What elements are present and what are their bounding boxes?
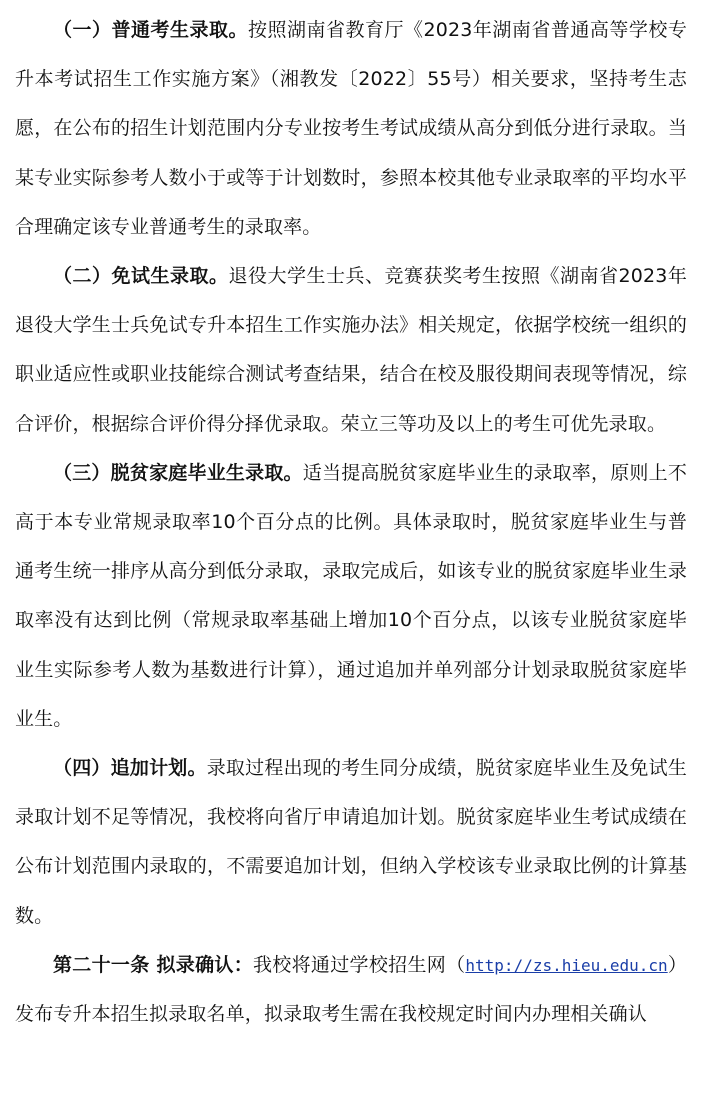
article-lead: 第二十一条 拟录确认： — [53, 953, 253, 976]
article-text-before-link: 我校将通过学校招生网（ — [253, 953, 466, 976]
paragraph-text: 适当提高脱贫家庭毕业生的录取率，原则上不高于本专业常规录取率10个百分点的比例。具体录取时，脱贫家庭毕业生与普通考生统一排序从高分到低分录取，录取完成后，如该专业的脱贫家庭毕业生录取率没有达到比例（常规录取率基础上增加10个百分点，以该专业脱贫家庭毕业生实际参考人数为基数进行计算），通过追加并单列部分计划录取脱贫家庭毕业生。 — [15, 461, 687, 730]
paragraph-regular-admission — [15, 6, 687, 252]
document-page — [15, 6, 687, 1039]
paragraph-lead: （二）免试生录取。 — [53, 265, 229, 288]
paragraph-lead: （四）追加计划。 — [53, 757, 207, 780]
paragraph-text: 按照湖南省教育厅《2023年湖南省普通高等学校专升本考试招生工作实施方案》（湘教发〔2022〕55号）相关要求，坚持考生志愿，在公布的招生计划范围内分专业按考生考试成绩从高分到低分进行录取。当某专业实际参考人数小于或等于计划数时，参照本校其他专业录取率的平均水平合理确定该专业普通考生的录取率。 — [15, 19, 687, 238]
paragraph-additional-plan — [15, 744, 687, 941]
article-21-confirmation — [15, 941, 687, 1039]
paragraph-exempt-admission — [15, 252, 687, 449]
admissions-website-link[interactable]: http://zs.hieu.edu.cn — [465, 955, 668, 975]
article-text-after-link: ）发布专升本招生拟录取名单，拟录取考生需在我校规定时间内办理相关确认 — [15, 953, 687, 1026]
paragraph-poverty-graduate-admission — [15, 449, 687, 744]
paragraph-text: 录取过程出现的考生同分成绩，脱贫家庭毕业生及免试生录取计划不足等情况，我校将向省厅申请追加计划。脱贫家庭毕业生考试成绩在公布计划范围内录取的，不需要追加计划，但纳入学校该专业录取比例的计算基数。 — [15, 757, 687, 927]
paragraph-lead: （一）普通考生录取。 — [53, 19, 249, 41]
paragraph-text: 退役大学生士兵、竞赛获奖考生按照《湖南省2023年退役大学生士兵免试专升本招生工作实施办法》相关规定，依据学校统一组织的职业适应性或职业技能综合测试考查结果，结合在校及服役期间表现等情况，综合评价，根据综合评价得分择优录取。荣立三等功及以上的考生可优先录取。 — [15, 265, 687, 435]
paragraph-lead: （三）脱贫家庭毕业生录取。 — [53, 461, 303, 484]
